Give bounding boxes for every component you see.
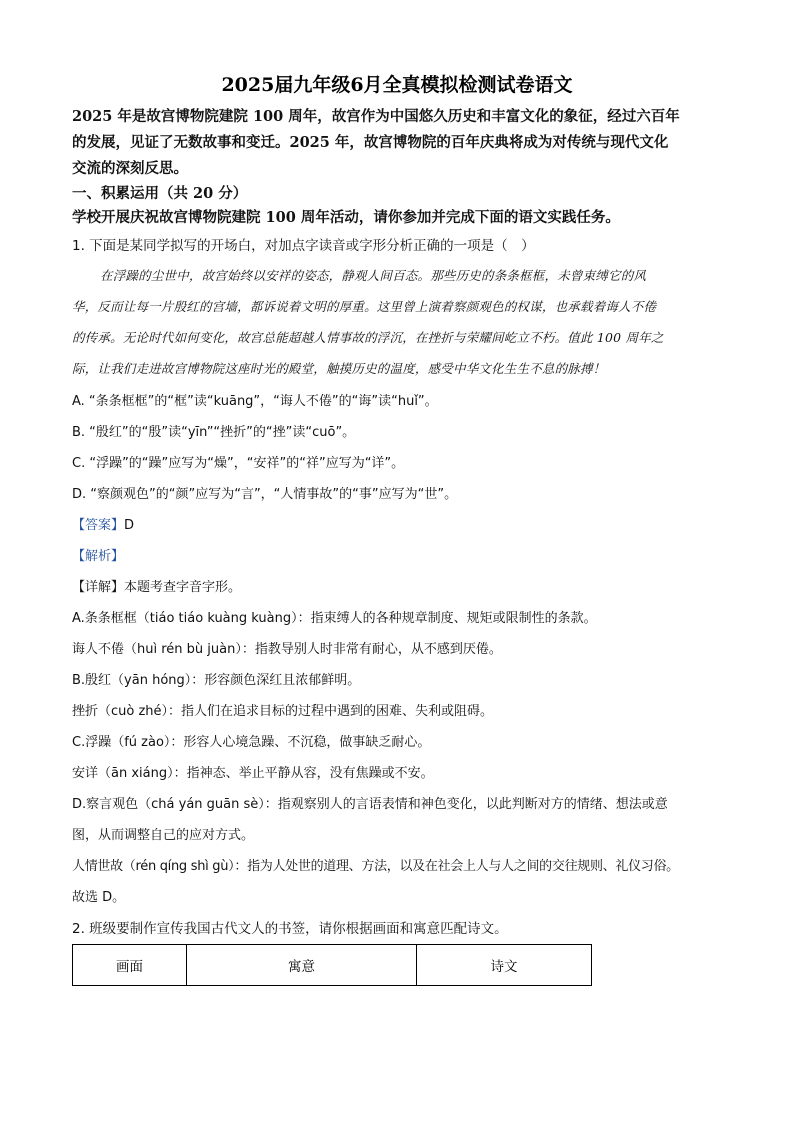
page-title: 2025届九年级6月全真模拟检测试卷语文 [221, 74, 573, 96]
analysis-label: 【解析】 [72, 549, 125, 564]
explanation-line-10: 人情世故（rén qíng shì gù）：指为人处世的道理、方法，以及在社会上人与人之间的交往规则、礼仪习俗。 [72, 859, 679, 874]
passage-line-2: 华，反而让每一片殷红的宫墙，都诉说着文明的厚重。这里曾上演着察颜观色的权谋，也承载着诲人不倦 [72, 299, 657, 314]
explanation-line-6: C.浮躁（fú zào）：形容人心境急躁、不沉稳，做事缺乏耐心。 [72, 735, 431, 750]
explanation-line-7: 安详（ān xiáng）：指神态、举止平静从容，没有焦躁或不安。 [72, 766, 434, 781]
intro-line-3: 交流的深刻反思。 [72, 160, 188, 177]
table-header-row [73, 945, 592, 986]
intro-line-1: 2025 年是故宫博物院建院 100 周年，故宫作为中国悠久历史和丰富文化的象征，经过六百年 [72, 108, 680, 125]
option-d: D. “察颜观色”的“颜”应写为“言”，“人情事故”的“事”应写为“世”。 [72, 487, 458, 502]
task-instruction: 学校开展庆祝故宫博物院建院 100 周年活动，请你参加并完成下面的语文实践任务。 [72, 209, 620, 226]
passage-line-1: 在浮躁的尘世中，故宫始终以安祥的姿态，静观人间百态。那些历史的条条框框，未曾束缚它的风 [100, 268, 647, 283]
answer-label: 【答案】 [72, 518, 125, 533]
passage-line-3: 的传承。无论时代如何变化，故宫总能超越人情事故的浮沉，在挫折与荣耀间屹立不朽。值此 100 周年之 [72, 330, 664, 345]
option-b: B. “殷红”的“殷”读“yīn”“挫折”的“挫”读“cuō”。 [72, 425, 356, 440]
answer-row [72, 514, 134, 533]
explanation-line-11: 故选 D。 [72, 890, 126, 905]
header-cell-poem: 诗文 [417, 945, 592, 986]
section-heading: 一、积累运用（共 20 分） [72, 185, 248, 202]
explanation-line-4: B.殷红（yān hóng）：形容颜色深红且浓郁鲜明。 [72, 673, 361, 688]
question-1-stem: 1. 下面是某同学拟写的开场白，对加点字读音或字形分析正确的一项是（ ） [72, 238, 535, 254]
question-2-stem: 2. 班级要制作宣传我国古代文人的书签，请你根据画面和寓意匹配诗文。 [72, 921, 508, 937]
explanation-line-5: 挫折（cuò zhé）：指人们在追求目标的过程中遇到的困难、失利或阻碍。 [72, 704, 494, 719]
matching-table [72, 944, 592, 986]
option-a: A. “条条框框”的“框”读“kuāng”，“诲人不倦”的“诲”读“huǐ”。 [72, 394, 438, 409]
intro-line-2: 的发展，见证了无数故事和变迁。2025 年，故宫博物院的百年庆典将成为对传统与现代文化 [72, 134, 669, 151]
option-c: C. “浮躁”的“躁”应写为“燥”，“安祥”的“祥”应写为“详”。 [72, 456, 405, 471]
header-cell-meaning: 寓意 [187, 945, 417, 986]
passage-line-4: 际，让我们走进故宫博物院这座时光的殿堂，触摸历史的温度，感受中华文化生生不息的脉搏！ [72, 361, 606, 376]
explanation-line-9: 图，从而调整自己的应对方式。 [72, 828, 255, 843]
explanation-line-8: D.察言观色（chá yán guān sè）：指观察别人的言语表情和神色变化，以此判断对方的情绪、想法或意 [72, 797, 668, 812]
header-cell-picture: 画面 [73, 945, 187, 986]
answer-value: D [124, 518, 135, 533]
explanation-line-3: 诲人不倦（huì rén bù juàn）：指教导别人时非常有耐心，从不感到厌倦。 [72, 642, 502, 657]
explanation-line-1: 【详解】本题考查字音字形。 [72, 580, 242, 595]
explanation-line-2: A.条条框框（tiáo tiáo kuàng kuàng）：指束缚人的各种规章制度、规矩或限制性的条款。 [72, 611, 597, 626]
